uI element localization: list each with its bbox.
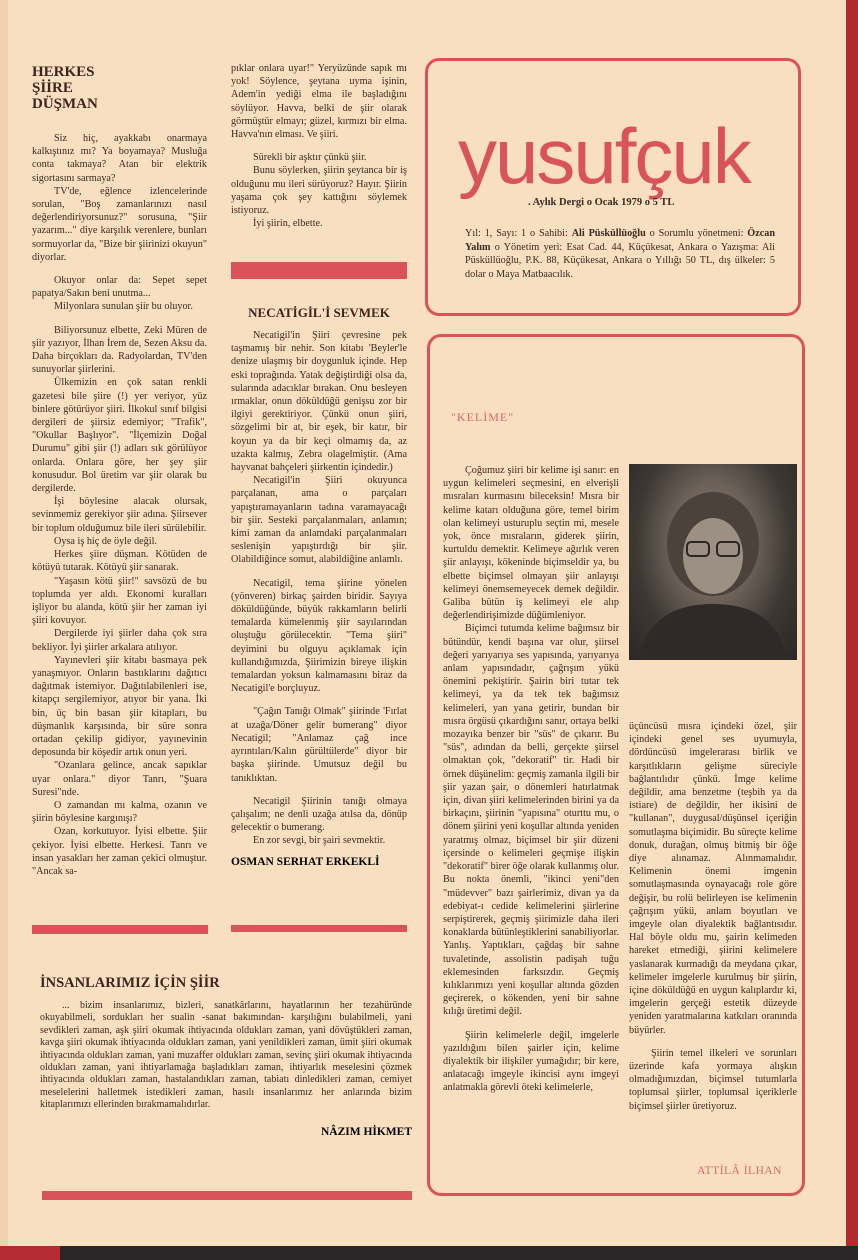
paragraph: Şiirin kelimelerle değil, imgelerle yazıldığını bilen şairler için, kelime diyalektik bir ilişkiler yumağıdır; bir kere, anlatacağı imgeyle ikincisi aynı imgeyi anlatmakla görevli öteki kelimelerle, [443, 1029, 619, 1094]
article-title-necatigil: NECATİGİL'İ SEVMEK [248, 305, 390, 320]
paragraph: İşi böylesine alacak olursak, sevinmemiz gerekiyor şiir adına. Şiirsever bir toplum olduğumuz bile ileri sürülebilir. [32, 496, 207, 534]
portrait-icon [629, 464, 797, 660]
paragraph: İyi şiirin, elbette. [253, 218, 323, 230]
paragraph: pıklar onlara uyar!" Yeryüzünde sapık mı yok! Söylence, şeytana uyma işinin, Adem'in yediği elma ile başladığını söylüyor. Havva, belki de şiir olarak görmüştür elmayı; güzel, kırmızı bir elma. Havva'nın elması. Ve şiiri. [231, 63, 407, 141]
page-edge [846, 0, 858, 1260]
masthead-imprint [465, 227, 775, 281]
paragraph: Sürekli bir aşktır çünkü şiir. [253, 152, 367, 164]
paragraph: Şiirin temel ilkeleri ve sorunları üzerinde kafa yormaya alışkın olmadığımızdan, biçimsel tutumlarla toplumsal şiirler, toplumsal içeriklerle biçimsel şiirler üretiyoruz. [629, 1047, 797, 1112]
red-divider [231, 262, 407, 279]
article-body [231, 329, 407, 848]
paragraph: Çoğumuz şiiri bir kelime işi sanır: en uygun kelimeleri seçmesini, en elverişli mısraları kurmasını bileceksin! Mısra bir kelime katarı olduğuna göre, temel birim olan kelimeyi usturuplu seçtin mi, mesele yok, önce mısraların, giderek şiirin, kurtuldu demektir. Kelimeye ağırlık veren şiir anlayışı, kökeninde biçimseldir ya, bu elbette biçimsel olmayan şiir anlayışı kelimeyi önemsemeyecek demek değildir. Galiba bütün iş kelimeyi ele alıp değerlendirişimizde düğümleniyor. [443, 465, 619, 622]
paragraph: Necatigil Şiirinin tanığı olmaya çalışalım; ne denli uzağa atılsa da, dönüp gelecektir o bumerang. [231, 795, 407, 834]
imprint-text: Yıl: 1, Sayı: 1 o Sahibi: [465, 228, 572, 239]
continuation [231, 62, 407, 230]
paragraph: "Çağın Tanığı Olmak" şiirinde 'Fırlat at uzağa/Döner gelir bumerang" diyor Necatigil; "Anlamaz çağ ince ayrıntıları/Kalın gürültülerde" diyor bir başka şiirinde. Umutsuz değil bu tanıklıktan. [231, 706, 407, 784]
red-divider [231, 925, 407, 932]
author-portrait-photo [629, 464, 797, 660]
kelime-column-1 [443, 464, 619, 1095]
page-edge [0, 1246, 60, 1260]
masthead-box [425, 58, 801, 316]
imprint-owner: Ali Püsküllüoğlu [571, 228, 646, 239]
magazine-logo: yusufçuk [458, 112, 750, 200]
article-title-kelime: "KELİME" [451, 410, 515, 424]
continuation-body [231, 62, 407, 230]
paragraph: Necatigil'in Şiiri çevresine pek taşmamış bir nehir. Son kitabı 'Beyler'le denize ulaşmış bir doygunluk içinde. Hep eski toprağında. Yatak değiştirdiği olsa da, sularında adacıklar bırakan. Onu besleyen ırmaklar, onun döküldüğü genişsu zor bir ilgiyi gerektiriyor. Çünkü onun şiiri, sözgelimi bir at, bir eşek, bir katır, bir koyun ya da bir keçi olmamış da, az uzakta kalmış, Zebra olagelmiştir. (Ama hayvanat bahçeleri şiirkentin içindedir.) [231, 330, 407, 474]
article-title-herkes [32, 64, 207, 112]
paragraph: Ozan, korkutuyor. İyisi elbette. Şiir çekiyor. İyisi elbette. Herkesi. Tanrı ve insan yasakları her zaman çekici olmuştur. "Ancak sa- [32, 826, 207, 877]
paragraph: Milyonlara sunulan şiir bu oluyor. [54, 301, 193, 313]
page-edge [0, 1246, 858, 1260]
masthead-tagline: . Aylık Dergi o Ocak 1979 o 5 TL [528, 197, 675, 208]
paragraph: Yayınevleri şiir kitabı basmaya pek yanaşmıyor. Onların bastıklarını dağıtıcı dağıtmak istemiyor. Dağıtılabilenleri ise, kitapçı sergilemiyor, atıyor bir yana. İki bin, üç bin basan şiir kitapları, bu düşmanlık karşısında, bir süre sonra ortadan çekilip gidiyor, yayınevinin deposunda bir köşedir artık onun yeri. [32, 654, 207, 759]
red-divider [42, 1191, 412, 1200]
paragraph: Bunu söylerken, şiirin şeytanca bir iş olduğunu mu ileri sürüyoruz? Hayır. Şiirin yaşama çok şey kattığını söylemek istiyoruz. [231, 165, 407, 217]
paragraph: ... bizim insanlarımız, bizleri, sanatkârlarını, hayatlarının her tezahüründe okuyabilmeli, sordukları her sualin -sanat bakımından- karşılığını bulabilmeli, yani sevdikleri zaman, aşk şiiri okumak ihtiyacında oldukları zaman, yani dövüştükleri zaman, kavga şiiri okumak ihtiyacında oldukları zaman, yani yenildikleri zaman, ümit şiiri okumak ihtiyacında oldukları zaman, yani muzaffer oldukları zaman, sevinç şiiri okumak ihtiyacında oldukları zaman, yani ihtiyarlamağa başladıkları zaman, ihtiyarlık meselesini çözmek ihtiyacında oldukları zaman, hastalandıkları zaman, tabiatı dinledikleri zaman, cemiyet meselelerini halletmek istedikleri zaman, hasılı insanlarımız her anlarında bizim kitaplarımızı ellerinden bırakmamalıdırlar. [40, 1000, 412, 1111]
author-signature: OSMAN SERHAT ERKEKLİ [231, 855, 380, 868]
hikmet-article [40, 975, 412, 1138]
left-article [32, 64, 207, 878]
article-body [40, 1000, 412, 1112]
imprint-text: o Sorumlu yönetmeni: [645, 228, 748, 239]
kelime-box [427, 334, 805, 1196]
paragraph: üçüncüsü mısra içindeki özel, şiir içindeki genel ses uyumuyla, dördüncüsü imgelerarası birlik ve karşıtlıkların gelişme süreciyle bağlantılıdır çünkü. İmge kelime değildir, ama benzetme (teşbih ya da istiare) de değildir, her ikisini de "kullanan", duygusal/düşünsel içeriğin somutlaşma biçimidir. Bu süreçte kelime donuk, durağan, olmuş bitmiş bir öğe diye alınamaz. Alınmamalıdır. Kelimenin önemi imgenin somutlaşmasında oynayacağı role göre değişir, bu rolü belirleyen ise kelimenin çağrışım yükü, anlam boyutları ve imgeyle olan diyalektik bağlantısıdır. Hal böyle oldu mu, şairin kelimeden hareket etmediği, şiirini kelimelere yaslanarak kurmadığı da meydana çıkar, kelimeler imgelerle kurulmuş bir şiirin, içine döküldüğü en uygun kalıplardır ki, imgelerin gerçeği estetik düzeyde yeniden yaratmalarına katkıları oranında büyürler. [629, 721, 797, 1036]
paragraph: "Ozanlara gelince, ancak sapıklar uyar onlara." diyor Tanrı, "Şuara Suresi"nde. [32, 760, 207, 798]
article-title-hikmet: İNSANLARIMIZ İÇİN ŞİİR [40, 975, 220, 991]
imprint-text: o Yönetim yeri: Esat Cad. 44, Küçükesat, Ankara o Yazışma: Ali Püsküllüoğlu, P.K. 88, Küçükesat, Ankara o Yıllığı 50 TL, dış ülkeler: 5 dolar o Maya Matbaacılık. [465, 241, 775, 280]
paragraph: TV'de, eğlence izlencelerinde sorulan, "Boş zamanlarınızı nasıl değerlendiriyorsunuz?" sorusuna, "Şiir yazarım..." diye karşılık verenlere, bunları sormuyorlar da, "Bize bir şiirinizi okuyun" diyorlar. [32, 185, 207, 263]
paragraph: Dergilerde iyi şiirler daha çok sıra bekliyor. İyi şiirler arkalara atılıyor. [32, 628, 207, 653]
title-line: ŞİİRE [32, 80, 73, 96]
author-signature: NÂZIM HİKMET [320, 1125, 412, 1138]
title-line: HERKES [32, 64, 95, 80]
paragraph: En zor sevgi, bir şairi sevmektir. [253, 835, 386, 847]
author-signature: ATTİLÂ İLHAN [697, 1165, 782, 1177]
paragraph: Siz hiç, ayakkabı onarmaya kalkıştınız mı? Ya boyamaya? Musluğa conta takmaya? Atan bir elektrik sigortasını sarmaya? [32, 133, 207, 184]
paragraph: Okuyor onlar da: Sepet sepet papatya/Sakın beni unutma... [32, 275, 207, 300]
paragraph: Necatigil'in Şiiri okuyunca parçalanan, ama o parçaları yapıştıramayanların tadına varamayacağı bir şiir. Sesteki parçalanmaları, anlamın; kimi zaman da anlamdaki parçalanmaları seslenişin yapıştırdığı bir şiir. Olabildiğince somut, alabildiğine anlamlı. [231, 475, 407, 566]
kelime-column-2 [629, 720, 797, 1113]
necatigil-article [231, 305, 407, 868]
paragraph: Herkes şiire düşman. Kötüden de kötüyü tutarak. Kötüyü şiir sanarak. [32, 549, 207, 574]
title-line: DÜŞMAN [32, 96, 98, 112]
paragraph: Biliyorsunuz elbette, Zeki Müren de şiir yazıyor, İlhan İrem de, Sezen Aksu da. Daha birçokları da. Radyolardan, TV'den sunuyorlar şiirlerini. [32, 324, 207, 376]
paragraph: Necatigil, tema şiirine yönelen (yönveren) birkaç şairden biridir. Sayıya döküldüğünde, büyük rakkamların belirli temalarda kümelenmiş şiir sayılarından oluştuğu görülecektir. "Tema şiiri" deyimini bu olguyu açıklamak için kullandığımızda, Şiirimizin bireye ilişkin temalardan yoksun kalmamasını biraz da Necatigil'e borçluyuz. [231, 577, 407, 695]
paragraph: Biçimci tutumda kelime bağımsız bir bütündür, kendi başına var olur, şiirsel değeri yarıyarıya ses yapısında, yarıyarıya anlam yapısındadır, çağrışım yükü önemini pekiştirir. Şairin biri tutar tek kelimeyi, ya da tek tek bağımsız kelimeleri, yan yana getirir, bundan bir mısra örgüsü çıkardığını sanır, ortaya belki mozayıka benzer bir "süs" de çıkarır. Bu "süs", adından da belli, gerçekte şiirsel olmaktan çok, "dekoratif" tir. Hadi bir örnek düşünelim: geçmiş zamanla ilgili bir şiir yazan şair, o dönemleri hatırlatmak için, divan şiiri kelimelerinden birini ya da birkaçını, şiirinin "yapısına" oturttu mu, o dönem şiirini yeni koşullar altında yeniden yaratmış olmaz, biçimsel bir şiir düzeni içersinde o kelimeleri geçmişe ilişkin "dekoratif" birer öğe olarak kullanmış olur. Bu nokta önemli, "ikinci yeni"den "müdevver" bazı şairlerimiz, divan ya da edebiyat-ı cedide kelimelerini şiirlerine serpiştirerek, geçmiş şiirimizle daha ileri konaklarda bütünleştiklerini sanabiliyorlar. Yanlış. Yaptıkları, çağdaş bir sahne tuvaletinde, assolistin padişah tuğu eklemesinden farksızdır. Geçmiş kılıklarımızı yeni koşullar altında gözden geçirerek, o kökenden, yeni bir sahne kılığı üretimi değil. [443, 623, 619, 1018]
imprint-editor: Özcan Yalım [465, 228, 775, 253]
paragraph: "Yaşasın kötü şiir!" savsözü de bu toplumda yer aldı. Ekonomi kuralları işliyor bu alanda, kötü şiir her zaman iyi şiiri kovuyor. [32, 575, 207, 627]
paragraph: Oysa iş hiç de öyle değil. [54, 535, 157, 547]
paragraph: Ülkemizin en çok satan renkli gazetesi bile şiire (!) yer veriyor, yüz binlere götürüyor şiiri. İlkokul sınıf bilgisi dergileri de şiirsiz edemiyor; "Trafik", "Okullar Başlıyor". "İlçemizin Doğal Durumu" gibi şiir (!) adları sık görülüyor onlarda. Onlara göre, her şey şiir konusudur. Bol üretim var şiir olarak bu dergilerde. [32, 377, 207, 495]
article-body [32, 132, 207, 878]
red-divider [32, 925, 208, 934]
paragraph: O zamandan mı kalma, ozanın ve şiirin böylesine kargınışı? [32, 799, 207, 825]
